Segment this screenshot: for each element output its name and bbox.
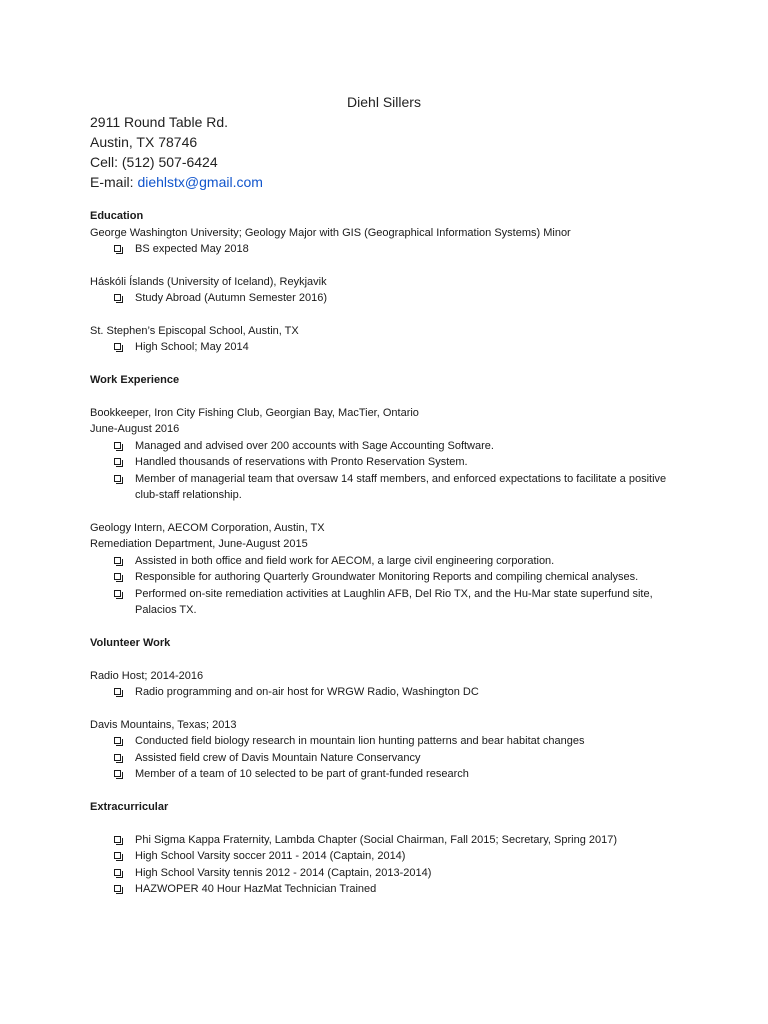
bullet-text: High School Varsity tennis 2012 - 2014 (Captain, 2013-2014) xyxy=(135,866,432,879)
job-title: Geology Intern, AECOM Corporation, Austin, TX xyxy=(90,521,325,534)
checkbox-bullet-icon xyxy=(114,852,121,859)
list-item xyxy=(90,553,690,570)
bullet-list xyxy=(90,339,690,356)
email-label: E-mail: xyxy=(90,174,138,190)
bullet-text: Responsible for authoring Quarterly Groundwater Monitoring Reports and compiling chemical analyses. xyxy=(135,571,639,583)
bullet-text: Member of managerial team that oversaw 14 staff members, and enforced expectations to facilitate a positive club-staff relationship. xyxy=(135,472,667,501)
list-item xyxy=(90,569,690,586)
section-heading-volunteer: Volunteer Work xyxy=(90,637,171,649)
list-item xyxy=(90,848,690,865)
list-item xyxy=(90,733,690,750)
bullet-text: Performed on-site remediation activities at Laughlin AFB, Del Rio TX, and the Hu-Mar state superfund site, Palacios TX. xyxy=(135,587,653,616)
list-item xyxy=(90,438,690,455)
cell-phone: Cell: (512) 507-6424 xyxy=(90,154,218,170)
checkbox-bullet-icon xyxy=(114,885,121,892)
bullet-text: Radio programming and on-air host for WRGW Radio, Washington DC xyxy=(135,686,479,698)
list-item xyxy=(90,832,690,849)
bullet-list xyxy=(90,290,690,307)
bullet-list xyxy=(90,733,690,783)
bullet-list xyxy=(90,832,690,898)
education-entry-title: George Washington University; Geology Major with GIS (Geographical Information Systems) Minor xyxy=(90,226,571,239)
checkbox-bullet-icon xyxy=(114,754,121,761)
checkbox-bullet-icon xyxy=(114,343,121,350)
volunteer-entry-title: Davis Mountains, Texas; 2013 xyxy=(90,718,237,731)
email-line xyxy=(90,172,263,192)
list-item xyxy=(90,750,690,767)
bullet-text: Conducted field biology research in mountain lion hunting patterns and bear habitat changes xyxy=(135,735,585,747)
bullet-text: Handled thousands of reservations with Pronto Reservation System. xyxy=(135,456,468,468)
checkbox-bullet-icon xyxy=(114,245,121,252)
job-dates: Remediation Department, June-August 2015 xyxy=(90,538,308,550)
section-heading-education: Education xyxy=(90,210,144,222)
list-item xyxy=(90,766,690,783)
checkbox-bullet-icon xyxy=(114,770,121,777)
resume-body xyxy=(90,208,690,898)
checkbox-bullet-icon xyxy=(114,573,121,580)
checkbox-bullet-icon xyxy=(114,869,121,876)
bullet-text: Study Abroad (Autumn Semester 2016) xyxy=(135,292,327,304)
volunteer-entry-title: Radio Host; 2014-2016 xyxy=(90,669,204,682)
bullet-text: High School Varsity soccer 2011 - 2014 (Captain, 2014) xyxy=(135,850,406,862)
bullet-list xyxy=(90,553,690,619)
list-item xyxy=(90,454,690,471)
list-item xyxy=(90,881,690,898)
education-section xyxy=(90,208,690,356)
job-dates: June-August 2016 xyxy=(90,423,180,435)
volunteer-section xyxy=(90,635,690,783)
bullet-text: Managed and advised over 200 accounts with Sage Accounting Software. xyxy=(135,439,494,452)
education-entry-title: St. Stephen’s Episcopal School, Austin, TX xyxy=(90,324,299,337)
bullet-text: Phi Sigma Kappa Fraternity, Lambda Chapter (Social Chairman, Fall 2015; Secretary, Spring 2017) xyxy=(135,833,617,846)
checkbox-bullet-icon xyxy=(114,475,121,482)
checkbox-bullet-icon xyxy=(114,557,121,564)
section-heading-work-experience: Work Experience xyxy=(90,374,180,386)
checkbox-bullet-icon xyxy=(114,737,121,744)
bullet-text: High School; May 2014 xyxy=(135,341,249,353)
list-item xyxy=(90,865,690,882)
bullet-text: Member of a team of 10 selected to be part of grant-funded research xyxy=(135,768,469,780)
email-link[interactable]: diehlstx@gmail.com xyxy=(137,174,263,190)
list-item xyxy=(90,290,690,307)
address-line-2: Austin, TX 78746 xyxy=(90,134,198,150)
list-item xyxy=(90,339,690,356)
list-item xyxy=(90,684,690,701)
checkbox-bullet-icon xyxy=(114,836,121,843)
checkbox-bullet-icon xyxy=(114,458,121,465)
list-item xyxy=(90,241,690,258)
address-line-1: 2911 Round Table Rd. xyxy=(90,114,229,130)
checkbox-bullet-icon xyxy=(114,442,121,449)
bullet-list xyxy=(90,684,690,701)
bullet-text: Assisted in both office and field work for AECOM, a large civil engineering corporation. xyxy=(135,554,555,567)
bullet-list xyxy=(90,438,690,504)
bullet-text: Assisted field crew of Davis Mountain Nature Conservancy xyxy=(135,751,421,764)
work-experience-section xyxy=(90,372,690,619)
bullet-text: HAZWOPER 40 Hour HazMat Technician Trained xyxy=(135,883,377,895)
bullet-text: BS expected May 2018 xyxy=(135,243,249,255)
bullet-list xyxy=(90,241,690,258)
section-heading-extracurricular: Extracurricular xyxy=(90,801,169,813)
job-title: Bookkeeper, Iron City Fishing Club, Georgian Bay, MacTier, Ontario xyxy=(90,406,419,419)
education-entry-title: Háskóli Íslands (University of Iceland), Reykjavik xyxy=(90,275,327,288)
contact-block xyxy=(90,112,263,192)
checkbox-bullet-icon xyxy=(114,294,121,301)
list-item xyxy=(90,471,690,504)
checkbox-bullet-icon xyxy=(114,688,121,695)
extracurricular-section xyxy=(90,799,690,898)
list-item xyxy=(90,586,690,619)
applicant-name: Diehl Sillers xyxy=(347,94,421,110)
checkbox-bullet-icon xyxy=(114,590,121,597)
